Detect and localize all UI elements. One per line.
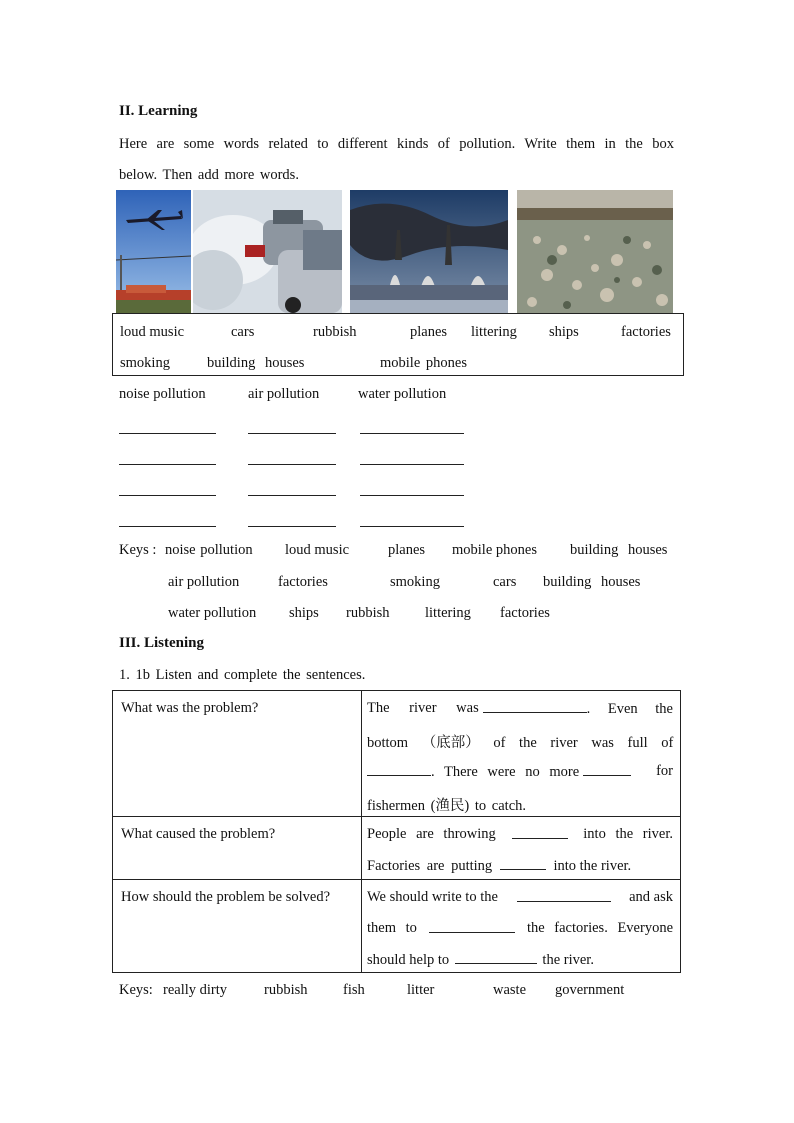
table-answer-line: should help to the river. xyxy=(367,952,594,968)
answer-blank[interactable] xyxy=(248,526,336,527)
table-answer-line: bottom （底部） of the river was full of xyxy=(367,735,674,751)
table-question: What caused the problem? xyxy=(121,826,276,842)
table-answer-line: . There were no more for xyxy=(367,763,673,781)
key-item: really dirty xyxy=(163,982,228,998)
traffic-exhaust-photo xyxy=(193,190,342,313)
key-item: planes xyxy=(388,542,426,558)
fill-blank[interactable] xyxy=(583,763,631,776)
answer-blank[interactable] xyxy=(248,433,336,434)
answer-blank[interactable] xyxy=(360,433,464,434)
table-question: What was the problem? xyxy=(121,700,259,716)
key-item: air pollution xyxy=(168,574,240,590)
key-item: building houses xyxy=(570,542,668,558)
listening-table xyxy=(112,690,681,973)
fill-blank[interactable] xyxy=(512,826,568,839)
word-item: smoking xyxy=(120,355,170,371)
key-item: factories xyxy=(278,574,328,590)
word-item: rubbish xyxy=(313,324,357,340)
table-answer-line: People are throwing into the river. xyxy=(367,826,673,842)
word-item: mobile phones xyxy=(380,355,467,371)
word-item: factories xyxy=(621,324,671,340)
answer-blank[interactable] xyxy=(119,433,216,434)
fill-blank[interactable] xyxy=(500,857,546,870)
key-item: water pollution xyxy=(168,605,257,621)
section-heading-learning: II. Learning xyxy=(119,103,198,119)
key-item: factories xyxy=(500,605,550,621)
answer-blank[interactable] xyxy=(360,464,464,465)
category-noise: noise pollution xyxy=(119,386,206,402)
key-item: littering xyxy=(425,605,471,621)
airplane-photo xyxy=(116,190,191,313)
word-item: building houses xyxy=(207,355,305,371)
word-box xyxy=(112,313,684,376)
key-item: waste xyxy=(493,982,527,998)
answer-blank[interactable] xyxy=(360,526,464,527)
key-item: rubbish xyxy=(264,982,308,998)
intro-text-line2: below. Then add more words. xyxy=(119,167,299,183)
answer-blank[interactable] xyxy=(119,495,216,496)
fill-blank[interactable] xyxy=(429,920,515,933)
category-air: air pollution xyxy=(248,386,320,402)
key-item: rubbish xyxy=(346,605,390,621)
table-answer-line: fishermen (渔民) to catch. xyxy=(367,798,527,814)
word-item: loud music xyxy=(120,324,185,340)
keys-label: Keys : xyxy=(119,542,157,558)
key-item: cars xyxy=(493,574,517,590)
word-item: ships xyxy=(549,324,579,340)
category-water: water pollution xyxy=(358,386,447,402)
key-item: loud music xyxy=(285,542,350,558)
word-item: planes xyxy=(410,324,448,340)
table-answer-line: them to the factories. Everyone xyxy=(367,920,673,936)
section-heading-listening: III. Listening xyxy=(119,635,205,651)
table-question: How should the problem be solved? xyxy=(121,889,331,905)
key-item: government xyxy=(555,982,625,998)
answer-blank[interactable] xyxy=(248,495,336,496)
table-answer-line: We should write to the and ask xyxy=(367,889,673,905)
table-answer-line: Factories are putting into the river. xyxy=(367,858,632,874)
word-item: cars xyxy=(231,324,255,340)
key-item: mobile phones xyxy=(452,542,537,558)
answer-blank[interactable] xyxy=(119,464,216,465)
factory-smoke-photo xyxy=(350,190,508,313)
word-item: littering xyxy=(471,324,517,340)
key-item: smoking xyxy=(390,574,440,590)
answer-blank[interactable] xyxy=(119,526,216,527)
answer-blank[interactable] xyxy=(360,495,464,496)
key-item: litter xyxy=(407,982,435,998)
intro-text-line1: Here are some words related to different kinds of pollution. Write them in the box xyxy=(119,136,674,152)
key-item: building houses xyxy=(543,574,641,590)
listening-instruction: 1. 1b Listen and complete the sentences. xyxy=(119,667,366,683)
answer-blank[interactable] xyxy=(248,464,336,465)
fill-blank[interactable] xyxy=(517,889,611,902)
fill-blank[interactable] xyxy=(483,700,587,713)
fill-blank[interactable] xyxy=(367,763,431,776)
keys-label: Keys: xyxy=(119,982,153,998)
polluted-water-photo xyxy=(517,190,673,313)
key-item: fish xyxy=(343,982,365,998)
table-answer-line: The river was . Even the xyxy=(367,700,673,717)
key-item: ships xyxy=(289,605,319,621)
key-item: noise pollution xyxy=(165,542,253,558)
fill-blank[interactable] xyxy=(455,951,537,964)
